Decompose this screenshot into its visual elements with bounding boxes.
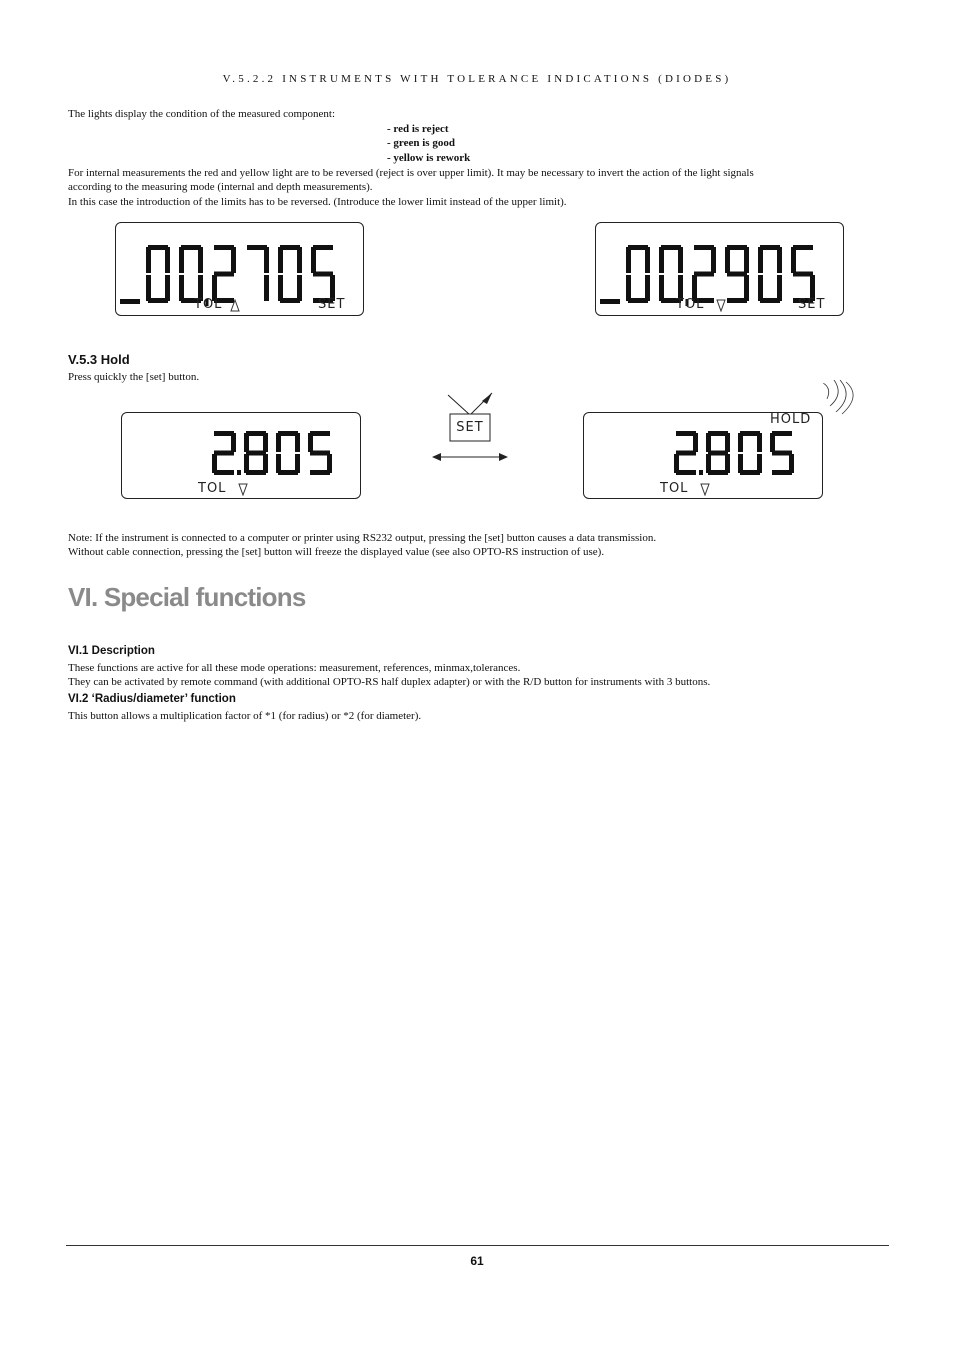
paragraph-3: In this case the introduction of the limits has to be reversed. (Introduce the lower limit instead of the upper limit).: [68, 196, 567, 208]
hold-text: Press quickly the [set] button.: [68, 371, 200, 383]
lcd-segment: [777, 275, 782, 301]
set-label: SET: [798, 297, 826, 312]
lcd-segment: [179, 247, 184, 273]
lcd-segment: [276, 433, 281, 452]
lcd-display-lower-limit: [595, 222, 844, 316]
lcd-segment: [165, 275, 170, 301]
lcd-segment: [626, 275, 631, 301]
lcd-segment: [600, 299, 620, 304]
tol-label: TOL: [660, 481, 689, 496]
lcd-segment: [711, 247, 716, 273]
lcd-segment: [264, 247, 269, 273]
lcd-segment: [758, 247, 763, 273]
lcd-segment: [793, 272, 813, 277]
lcd-segment: [744, 247, 749, 273]
lcd-segment: [212, 454, 217, 473]
lcd-display-live: [121, 412, 361, 499]
set-label: SET: [318, 297, 346, 312]
lcd-decimal-point: [699, 470, 703, 475]
section-title: VI. Special functions: [68, 582, 306, 612]
lcd-segment: [727, 272, 747, 277]
transmission-waves-icon: [818, 380, 858, 416]
paragraph-1: For internal measurements the red and yellow light are to be reversed (reject is over upper limit). It may be necessary to invert the action of the light signals: [68, 167, 754, 179]
lcd-display-hold: [583, 412, 823, 499]
tol-label: TOL: [194, 297, 223, 312]
vi2-heading: VI.2 ‘Radius/diameter’ function: [68, 693, 236, 705]
lcd-segment: [738, 454, 743, 473]
lcd-segment: [231, 433, 236, 452]
lcd-segment: [645, 275, 650, 301]
light-green: - green is good: [387, 137, 455, 149]
lcd-segment: [310, 470, 330, 475]
lcd-segment: [278, 247, 283, 273]
lcd-segment: [659, 247, 664, 273]
lcd-segment: [626, 247, 631, 273]
lcd-segment: [263, 433, 268, 452]
lcd-segment: [198, 247, 203, 273]
lcd-segment: [770, 433, 775, 452]
lcd-segment: [244, 454, 249, 473]
lcd-segment: [278, 275, 283, 301]
lcd-segment: [297, 275, 302, 301]
lcd-segment: [706, 433, 711, 452]
lcd-segment: [708, 451, 728, 456]
arrow-down-icon: [700, 483, 710, 496]
hold-label: HOLD: [770, 412, 812, 427]
vi1-heading: VI.1 Description: [68, 645, 155, 657]
lcd-segment: [757, 433, 762, 452]
lcd-segment: [214, 272, 234, 277]
vi2-text: This button allows a multiplication factor of *1 (for radius) or *2 (for diameter).: [68, 710, 422, 722]
lcd-display-upper-limit: [115, 222, 364, 316]
lcd-segment: [146, 247, 151, 273]
vi1-text-1: These functions are active for all these mode operations: measurement, references, minmax,tolerances.: [68, 662, 521, 674]
light-yellow: - yellow is rework: [387, 152, 471, 164]
lcd-segment: [246, 451, 266, 456]
lcd-segment: [725, 247, 730, 273]
lcd-segment: [313, 272, 333, 277]
lcd-segment: [693, 433, 698, 452]
footer-rule: [66, 1245, 889, 1246]
arrow-down-icon: [238, 483, 248, 496]
arrow-down-icon: [716, 299, 726, 312]
lcd-segment: [694, 272, 714, 277]
lcd-segment: [165, 247, 170, 273]
lcd-segment: [214, 451, 234, 456]
lcd-segment: [645, 247, 650, 273]
note-1: Note: If the instrument is connected to a computer or printer using RS232 output, pressing the [set] button causes a data transmission.: [68, 532, 657, 544]
set-button[interactable]: SET: [456, 420, 484, 435]
arrow-up-icon: [230, 299, 240, 312]
tol-label: TOL: [198, 481, 227, 496]
lcd-segment: [727, 298, 747, 303]
paragraph-2: according to the measuring mode (internal and depth measurements).: [68, 181, 373, 193]
tol-label: TOL: [676, 297, 705, 312]
lcd-segment: [678, 247, 683, 273]
vi1-text-2: They can be activated by remote command (with additional OPTO-RS half duplex adapter) or with the R/D button for instruments with 3 buttons.: [68, 676, 711, 688]
lcd-segment: [791, 247, 796, 273]
lcd-segment: [674, 454, 679, 473]
lcd-segment: [295, 433, 300, 452]
lcd-segment: [146, 275, 151, 301]
light-red: - red is reject: [387, 123, 449, 135]
intro-text: The lights display the condition of the measured component:: [68, 108, 335, 120]
note-2: Without cable connection, pressing the [set] button will freeze the displayed value (see also OPTO-RS instruction of use).: [68, 546, 605, 558]
hold-heading: V.5.3 Hold: [68, 352, 130, 367]
lcd-segment: [758, 275, 763, 301]
lcd-segment: [706, 454, 711, 473]
lcd-decimal-point: [237, 470, 241, 475]
lcd-segment: [179, 275, 184, 301]
lcd-segment: [777, 247, 782, 273]
lcd-segment: [744, 275, 749, 301]
lcd-segment: [120, 299, 140, 304]
page-header: V.5.2.2 INSTRUMENTS WITH TOLERANCE INDICATIONS (DIODES): [222, 73, 732, 85]
lcd-segment: [297, 247, 302, 273]
lcd-segment: [308, 433, 313, 452]
lcd-segment: [276, 454, 281, 473]
lcd-segment: [264, 275, 269, 301]
lcd-segment: [772, 451, 792, 456]
page-number: 61: [470, 1254, 484, 1268]
lcd-segment: [231, 247, 236, 273]
lcd-segment: [659, 275, 664, 301]
lcd-segment: [738, 433, 743, 452]
lcd-segment: [244, 433, 249, 452]
lcd-segment: [676, 451, 696, 456]
lcd-segment: [311, 247, 316, 273]
lcd-segment: [725, 433, 730, 452]
lcd-segment: [772, 470, 792, 475]
lcd-segment: [310, 451, 330, 456]
